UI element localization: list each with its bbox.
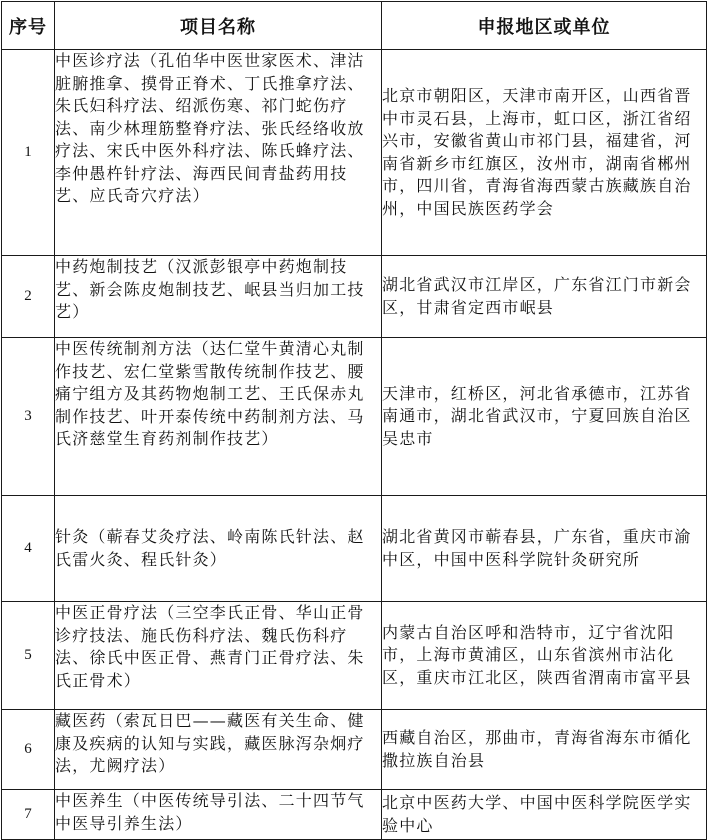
- row-project-name: 中医传统制剂方法（达仁堂牛黄清心丸制作技艺、宏仁堂紫雪散传统制作技艺、腰痛宁组方及其药物炮制工艺、王氏保赤丸制作技艺、叶开泰传统中药制剂方法、马氏济慈堂生育药剂制作技艺）: [55, 338, 382, 496]
- row-project-name: 藏医药（索瓦日巴——藏医有关生命、健康及疾病的认知与实践，藏医脉泻杂炯疗法，尤阙疗法）: [55, 710, 382, 790]
- row-project-name: 中医养生（中医传统导引法、二十四节气中医导引养生法）: [55, 790, 382, 840]
- table-row: [2, 338, 707, 496]
- row-region: 内蒙古自治区呼和浩特市，辽宁省沈阳市，上海市黄浦区，山东省滨州市沾化区，重庆市江北区，陕西省渭南市富平县: [382, 602, 707, 710]
- table-row: [2, 256, 707, 338]
- row-seq: 1: [2, 50, 55, 256]
- row-seq: 6: [2, 710, 55, 790]
- header-project-name: 项目名称: [55, 2, 382, 50]
- table-row: [2, 710, 707, 790]
- row-region: 湖北省武汉市江岸区，广东省江门市新会区，甘肃省定西市岷县: [382, 256, 707, 338]
- heritage-project-table: [1, 1, 707, 840]
- row-region: 北京市朝阳区，天津市南开区，山西省晋中市灵石县，上海市，虹口区，浙江省绍兴市，安徽省黄山市祁门县，福建省，河南省新乡市红旗区，汝州市，湖南省郴州市，四川省，青海省海西蒙古族藏族自治州，中国民族医药学会: [382, 50, 707, 256]
- table-row: [2, 50, 707, 256]
- row-project-name: 针灸（蕲春艾灸疗法、岭南陈氏针法、赵氏雷火灸、程氏针灸）: [55, 496, 382, 602]
- row-region: 湖北省黄冈市蕲春县，广东省，重庆市渝中区，中国中医科学院针灸研究所: [382, 496, 707, 602]
- row-seq: 7: [2, 790, 55, 840]
- row-project-name: 中药炮制技艺（汉派彭银亭中药炮制技艺、新会陈皮炮制技艺、岷县当归加工技艺）: [55, 256, 382, 338]
- row-seq: 2: [2, 256, 55, 338]
- row-project-name: 中医诊疗法（孔伯华中医世家医术、津沽脏腑推拿、摸骨正脊术、丁氏推拿疗法、朱氏妇科疗法、绍派伤寒、祁门蛇伤疗法、南少林理筋整脊疗法、张氏经络收放疗法、宋氏中医外科疗法、陈氏蜂疗法、李仲愚杵针疗法、海西民间青盐药用技艺、应氏奇穴疗法）: [55, 50, 382, 256]
- header-region: 申报地区或单位: [382, 2, 707, 50]
- row-seq: 4: [2, 496, 55, 602]
- table-row: [2, 496, 707, 602]
- row-region: 北京中医药大学、中国中医科学院医学实验中心: [382, 790, 707, 840]
- table-row: [2, 790, 707, 840]
- row-seq: 3: [2, 338, 55, 496]
- row-region: 西藏自治区，那曲市，青海省海东市循化撒拉族自治县: [382, 710, 707, 790]
- header-seq: 序号: [2, 2, 55, 50]
- row-project-name: 中医正骨疗法（三空李氏正骨、华山正骨诊疗技法、施氏伤科疗法、魏氏伤科疗法、徐氏中医正骨、燕青门正骨疗法、朱氏正骨术）: [55, 602, 382, 710]
- row-seq: 5: [2, 602, 55, 710]
- table-row: [2, 602, 707, 710]
- row-region: 天津市，红桥区，河北省承德市，江苏省南通市，湖北省武汉市，宁夏回族自治区吴忠市: [382, 338, 707, 496]
- table-header-row: [2, 2, 707, 50]
